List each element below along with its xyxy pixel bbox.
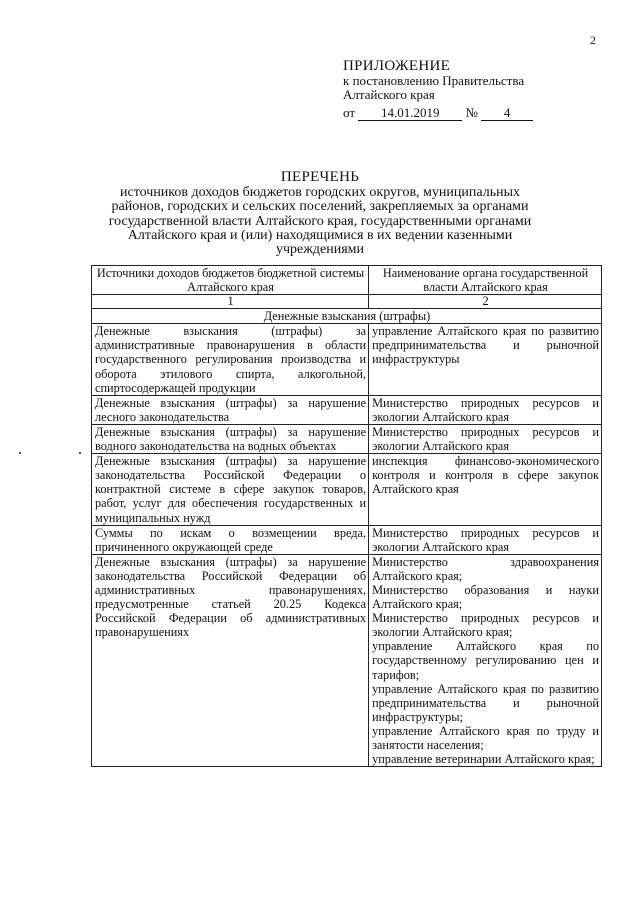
scan-speck — [19, 452, 21, 454]
header-col-organ: Наименование органа государственной власти Алтайского края — [369, 266, 602, 295]
decree-date: 14.01.2019 — [358, 106, 462, 121]
organ-item: управление Алтайского края по государственному регулированию цен и тарифов; — [372, 639, 599, 682]
document-heading — [100, 170, 540, 257]
organ-item: управление Алтайского края по развитию предпринимательства и рыночной инфраструктуры; — [372, 681, 599, 724]
table-header-row — [92, 266, 602, 295]
table-row — [92, 424, 602, 453]
income-sources-table — [91, 265, 602, 767]
table-row — [92, 525, 602, 554]
source-cell: Денежные взыскания (штрафы) за нарушение законодательства Российской Федерации о контрактной системе в сфере закупок товаров, работ, услуг для обеспечения государственных и муниципальных нужд — [92, 454, 369, 525]
table-section-row — [92, 309, 602, 324]
header-col-sources: Источники доходов бюджетов бюджетной системы Алтайского края — [92, 266, 369, 295]
number-prefix: № — [465, 104, 478, 120]
source-cell: Денежные взыскания (штрафы) за нарушение лесного законодательства — [92, 395, 369, 424]
source-cell: Денежные взыскания (штрафы) за административные правонарушения в области государственного регулирования производства и оборота этилового спирта, алкогольной, спиртосодержащей продукции — [92, 324, 369, 395]
source-cell: Денежные взыскания (штрафы) за нарушение законодательства Российской Федерации об административных правонарушениях, предусмотренные статьей 20.25 Кодекса Российской Федерации об административных правонарушениях — [92, 554, 369, 766]
source-cell: Денежные взыскания (штрафы) за нарушение водного законодательства на водных объектах — [92, 424, 369, 453]
organ-item: Министерство природных ресурсов и экологии Алтайского края; — [372, 611, 599, 640]
organ-cell: Министерство природных ресурсов и экологии Алтайского края — [369, 525, 602, 554]
appendix-line-1: к постановлению Правительства — [343, 72, 525, 88]
scan-speck — [79, 452, 81, 454]
organ-cell: Министерство природных ресурсов и экологии Алтайского края — [369, 424, 602, 453]
date-prefix: от — [343, 104, 356, 120]
organ-item: управление Алтайского края по труду и занятости населения; — [372, 723, 599, 752]
organ-item: Министерство здравоохранения Алтайского края; — [372, 554, 599, 583]
organ-list-cell — [369, 554, 602, 766]
appendix-line-2: Алтайского края — [343, 87, 435, 102]
heading-title: ПЕРЕЧЕНЬ — [280, 169, 360, 185]
section-title: Денежные взыскания (штрафы) — [92, 309, 602, 324]
table-row — [92, 395, 602, 424]
organ-cell: управление Алтайского края по развитию предпринимательства и рыночной инфраструктуры — [369, 324, 602, 395]
heading-subtitle: источников доходов бюджетов городских округов, муниципальных районов, городских и сельских поселений, закрепляемых за органами государственной власти Алтайского края, государственными органами Алтайского края и (или) находящимися в их ведении казенными учреждениями — [108, 185, 532, 258]
organ-item: Министерство образования и науки Алтайского края; — [372, 582, 599, 612]
organ-cell: Министерство природных ресурсов и экологии Алтайского края — [369, 395, 602, 424]
source-cell: Суммы по искам о возмещении вреда, причиненного окружающей среде — [92, 525, 369, 554]
table-index-row — [92, 295, 602, 309]
table-row — [92, 454, 602, 525]
organ-item: управление ветеринарии Алтайского края; — [372, 752, 595, 767]
index-col-2: 2 — [369, 295, 602, 309]
organ-cell: инспекция финансово-экономического контроля и контроля в сфере закупок Алтайского края — [369, 454, 602, 525]
appendix-date-line — [343, 106, 623, 121]
table-row — [92, 554, 602, 766]
page-number: 2 — [590, 33, 596, 47]
decree-number: 4 — [481, 106, 533, 121]
appendix-block — [343, 59, 623, 121]
index-col-1: 1 — [92, 295, 369, 309]
table-row — [92, 324, 602, 395]
appendix-title: ПРИЛОЖЕНИЕ — [343, 58, 451, 74]
